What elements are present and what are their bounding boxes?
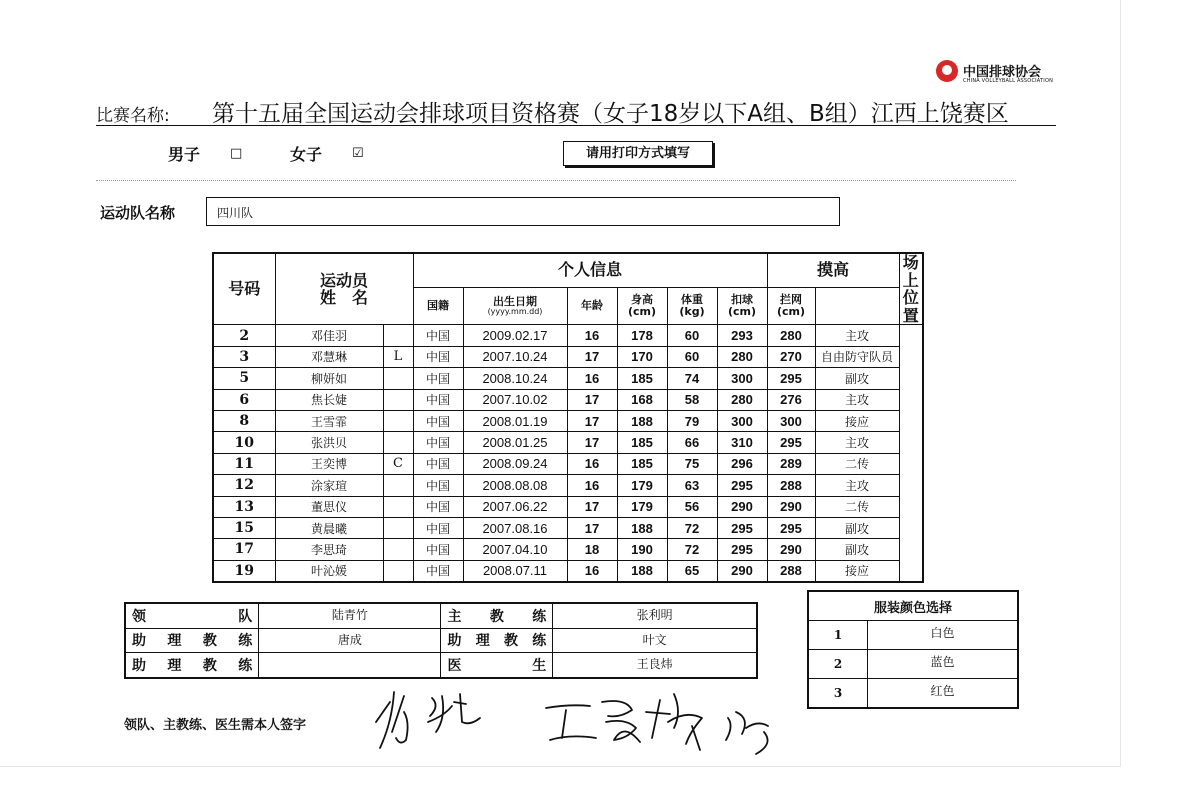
player-position: 接应 <box>815 560 899 582</box>
player-age: 18 <box>567 539 617 560</box>
table-row <box>213 432 923 453</box>
uniform-color-title: 服装颜色选择 <box>808 591 1018 621</box>
player-height: 170 <box>617 346 667 367</box>
player-role <box>383 389 413 410</box>
player-height: 178 <box>617 325 667 346</box>
player-nationality: 中国 <box>413 560 463 582</box>
header-athlete-line2: 姓 名 <box>319 288 368 308</box>
player-position: 主攻 <box>815 325 899 346</box>
player-spike-reach: 296 <box>717 453 767 474</box>
color-option-value: 白色 <box>868 621 1019 650</box>
team-name-label: 运动队名称 <box>100 204 176 222</box>
player-nationality: 中国 <box>413 475 463 496</box>
player-position: 自由防守队员 <box>815 346 899 367</box>
player-number: 5 <box>213 368 275 389</box>
player-nationality: 中国 <box>413 432 463 453</box>
player-block-reach: 288 <box>767 560 815 582</box>
head-coach-name: 张利明 <box>553 603 757 628</box>
label-char: 医 <box>447 657 462 674</box>
player-name: 黄晨曦 <box>275 517 383 538</box>
player-block-reach: 270 <box>767 346 815 367</box>
table-row <box>213 368 923 389</box>
header-personal-info: 个人信息 <box>413 253 767 287</box>
player-name: 涂家瑄 <box>275 475 383 496</box>
label-char: 助 <box>132 633 146 650</box>
player-number: 3 <box>213 346 275 367</box>
player-block-reach: 300 <box>767 410 815 431</box>
player-spike-reach: 310 <box>717 432 767 453</box>
player-block-reach: 280 <box>767 325 815 346</box>
player-spike-reach: 280 <box>717 346 767 367</box>
player-name: 柳妍如 <box>275 368 383 389</box>
header-position <box>899 253 923 325</box>
table-row <box>213 325 923 346</box>
player-age: 17 <box>567 389 617 410</box>
player-role <box>383 368 413 389</box>
player-name: 王雪霏 <box>275 410 383 431</box>
player-weight: 56 <box>667 496 717 517</box>
table-row <box>213 475 923 496</box>
player-role <box>383 560 413 582</box>
player-weight: 66 <box>667 432 717 453</box>
assistant-coach-name-3 <box>259 653 441 678</box>
player-position: 副攻 <box>815 539 899 560</box>
color-option-value: 蓝色 <box>868 650 1019 679</box>
header-birth-format: (yyyy.mm.dd) <box>487 306 543 316</box>
player-name: 焦长婕 <box>275 389 383 410</box>
logo-text: 中国排球协会 <box>963 65 1042 80</box>
player-number: 8 <box>213 410 275 431</box>
female-checkbox[interactable]: ☑ <box>352 146 364 161</box>
header-reach: 摸高 <box>767 253 899 287</box>
header-age: 年龄 <box>567 287 617 325</box>
print-instruction-box: 请用打印方式填写 <box>563 141 713 166</box>
player-weight: 65 <box>667 560 717 582</box>
player-spike-reach: 280 <box>717 389 767 410</box>
player-nationality: 中国 <box>413 368 463 389</box>
roster-table <box>212 252 924 583</box>
header-athlete <box>275 253 413 325</box>
player-spike-reach: 295 <box>717 475 767 496</box>
team-name-field[interactable] <box>206 197 840 226</box>
player-block-reach: 276 <box>767 389 815 410</box>
player-height: 185 <box>617 432 667 453</box>
player-name: 邓慧琳 <box>275 346 383 367</box>
player-birth-date: 2008.10.24 <box>463 368 567 389</box>
label-char: 理 <box>475 633 490 650</box>
player-weight: 63 <box>667 475 717 496</box>
player-weight: 58 <box>667 389 717 410</box>
player-age: 17 <box>567 496 617 517</box>
label-char: 练 <box>532 633 547 650</box>
label-char: 助 <box>132 657 146 674</box>
player-nationality: 中国 <box>413 539 463 560</box>
doctor-label <box>441 653 553 678</box>
label-char: 助 <box>447 633 462 650</box>
competition-line <box>96 95 1056 126</box>
label-char: 教 <box>504 633 519 650</box>
header-spike-unit: (cm) <box>727 304 757 318</box>
player-number: 12 <box>213 475 275 496</box>
player-age: 17 <box>567 517 617 538</box>
player-height: 188 <box>617 560 667 582</box>
header-height-unit: (cm) <box>627 304 657 318</box>
player-number: 11 <box>213 453 275 474</box>
player-age: 16 <box>567 560 617 582</box>
female-label: 女子 <box>290 145 323 164</box>
label-char: 理 <box>167 633 182 650</box>
logo-subtext: CHINA VOLLEYBALL ASSOCIATION <box>963 78 1054 84</box>
uniform-color-table <box>807 590 1019 709</box>
header-height <box>617 287 667 325</box>
player-nationality: 中国 <box>413 389 463 410</box>
player-age: 16 <box>567 368 617 389</box>
player-birth-date: 2007.10.24 <box>463 346 567 367</box>
header-nationality: 国籍 <box>413 287 463 325</box>
player-block-reach: 295 <box>767 432 815 453</box>
player-birth-date: 2008.07.11 <box>463 560 567 582</box>
table-row <box>213 517 923 538</box>
player-role <box>383 475 413 496</box>
player-position: 二传 <box>815 453 899 474</box>
player-spike-reach: 300 <box>717 410 767 431</box>
player-nationality: 中国 <box>413 496 463 517</box>
handwritten-signatures <box>370 682 790 760</box>
header-birth <box>463 287 567 325</box>
label-char: 练 <box>238 657 253 674</box>
staff-table <box>124 602 758 679</box>
player-spike-reach: 290 <box>717 496 767 517</box>
doctor-name: 王良炜 <box>553 653 757 678</box>
assistant-coach-name-1: 唐成 <box>259 628 441 653</box>
competition-label: 比赛名称: <box>96 106 170 126</box>
competition-name: 第十五届全国运动会排球项目资格赛（女子18岁以下A组、B组）江西上饶赛区 <box>212 101 1009 127</box>
header-spike <box>717 287 767 325</box>
player-weight: 79 <box>667 410 717 431</box>
color-option-number: 1 <box>808 621 868 650</box>
table-row <box>213 410 923 431</box>
header-birth-label: 出生日期 <box>493 294 537 308</box>
player-nationality: 中国 <box>413 410 463 431</box>
player-birth-date: 2008.01.25 <box>463 432 567 453</box>
player-spike-reach: 290 <box>717 560 767 582</box>
player-weight: 60 <box>667 325 717 346</box>
player-position: 接应 <box>815 410 899 431</box>
player-weight: 72 <box>667 517 717 538</box>
signature-note: 领队、主教练、医生需本人签字 <box>124 718 307 733</box>
table-row <box>213 560 923 582</box>
header-weight <box>667 287 717 325</box>
label-char: 理 <box>167 657 182 674</box>
player-height: 179 <box>617 496 667 517</box>
header-athlete-line1: 运动员 <box>319 270 368 290</box>
label-char: 练 <box>238 633 253 650</box>
player-number: 13 <box>213 496 275 517</box>
player-number: 17 <box>213 539 275 560</box>
player-nationality: 中国 <box>413 517 463 538</box>
team-leader-label <box>125 603 259 628</box>
player-height: 185 <box>617 453 667 474</box>
player-block-reach: 290 <box>767 496 815 517</box>
player-height: 185 <box>617 368 667 389</box>
player-spike-reach: 295 <box>717 517 767 538</box>
male-label: 男子 <box>168 145 201 164</box>
header-spike-label: 扣球 <box>731 292 753 306</box>
player-age: 16 <box>567 475 617 496</box>
player-nationality: 中国 <box>413 325 463 346</box>
player-name: 董思仪 <box>275 496 383 517</box>
player-weight: 72 <box>667 539 717 560</box>
player-birth-date: 2009.02.17 <box>463 325 567 346</box>
player-spike-reach: 293 <box>717 325 767 346</box>
player-name: 邓佳羽 <box>275 325 383 346</box>
player-position: 副攻 <box>815 368 899 389</box>
player-number: 15 <box>213 517 275 538</box>
table-row <box>213 539 923 560</box>
player-age: 17 <box>567 410 617 431</box>
player-role: L <box>383 346 413 367</box>
volleyball-logo-icon <box>936 60 958 82</box>
color-option-number: 2 <box>808 650 868 679</box>
player-number: 19 <box>213 560 275 582</box>
player-role: C <box>383 453 413 474</box>
label-char: 教 <box>202 633 217 650</box>
player-role <box>383 517 413 538</box>
player-position: 主攻 <box>815 432 899 453</box>
player-nationality: 中国 <box>413 453 463 474</box>
player-age: 17 <box>567 346 617 367</box>
assistant-coach-name-2: 叶文 <box>553 628 757 653</box>
player-birth-date: 2007.06.22 <box>463 496 567 517</box>
team-leader-name: 陆青竹 <box>259 603 441 628</box>
player-spike-reach: 295 <box>717 539 767 560</box>
assistant-coach-label <box>125 628 259 653</box>
player-weight: 74 <box>667 368 717 389</box>
player-block-reach: 290 <box>767 539 815 560</box>
player-age: 16 <box>567 453 617 474</box>
assistant-coach-label <box>441 628 553 653</box>
table-row <box>213 389 923 410</box>
player-name: 叶沁媛 <box>275 560 383 582</box>
player-birth-date: 2008.01.19 <box>463 410 567 431</box>
color-option-value: 红色 <box>868 679 1019 709</box>
label-char: 练 <box>532 608 547 625</box>
player-birth-date: 2007.04.10 <box>463 539 567 560</box>
label-char: 队 <box>238 608 253 625</box>
player-position: 副攻 <box>815 517 899 538</box>
assistant-coach-label <box>125 653 259 678</box>
association-logo <box>936 58 1054 88</box>
table-row <box>213 346 923 367</box>
header-position-line2: 位置 <box>902 288 919 325</box>
player-position: 主攻 <box>815 389 899 410</box>
label-char: 生 <box>532 657 547 674</box>
label-char: 教 <box>489 608 504 625</box>
head-coach-label <box>441 603 553 628</box>
label-char: 教 <box>202 657 217 674</box>
player-height: 168 <box>617 389 667 410</box>
player-age: 16 <box>567 325 617 346</box>
player-number: 6 <box>213 389 275 410</box>
player-position: 二传 <box>815 496 899 517</box>
header-weight-label: 体重 <box>681 292 703 306</box>
player-name: 李思琦 <box>275 539 383 560</box>
table-row <box>213 496 923 517</box>
label-char: 领 <box>132 608 146 625</box>
player-number: 2 <box>213 325 275 346</box>
player-name: 王奕博 <box>275 453 383 474</box>
player-nationality: 中国 <box>413 346 463 367</box>
player-block-reach: 288 <box>767 475 815 496</box>
player-block-reach: 295 <box>767 517 815 538</box>
player-block-reach: 295 <box>767 368 815 389</box>
player-block-reach: 289 <box>767 453 815 474</box>
player-height: 188 <box>617 410 667 431</box>
player-birth-date: 2007.08.16 <box>463 517 567 538</box>
player-weight: 75 <box>667 453 717 474</box>
player-position: 主攻 <box>815 475 899 496</box>
player-age: 17 <box>567 432 617 453</box>
player-name: 张洪贝 <box>275 432 383 453</box>
header-block-unit: (cm) <box>776 304 806 318</box>
header-height-label: 身高 <box>631 292 653 306</box>
team-name-value: 四川队 <box>217 206 254 220</box>
player-role <box>383 325 413 346</box>
table-row <box>213 453 923 474</box>
player-weight: 60 <box>667 346 717 367</box>
player-role <box>383 496 413 517</box>
player-height: 179 <box>617 475 667 496</box>
player-spike-reach: 300 <box>717 368 767 389</box>
player-height: 188 <box>617 517 667 538</box>
player-role <box>383 410 413 431</box>
header-weight-unit: (kg) <box>679 304 705 318</box>
player-birth-date: 2007.10.02 <box>463 389 567 410</box>
header-block-label: 拦网 <box>780 292 802 306</box>
player-role <box>383 432 413 453</box>
player-birth-date: 2008.09.24 <box>463 453 567 474</box>
male-checkbox[interactable]: □ <box>230 146 243 161</box>
header-position-line1: 场上 <box>902 253 919 290</box>
player-birth-date: 2008.08.08 <box>463 475 567 496</box>
header-number: 号码 <box>213 253 275 325</box>
player-role <box>383 539 413 560</box>
header-block <box>767 287 815 325</box>
player-height: 190 <box>617 539 667 560</box>
label-char: 主 <box>447 608 462 625</box>
player-number: 10 <box>213 432 275 453</box>
color-option-number: 3 <box>808 679 868 709</box>
divider <box>96 180 1016 181</box>
